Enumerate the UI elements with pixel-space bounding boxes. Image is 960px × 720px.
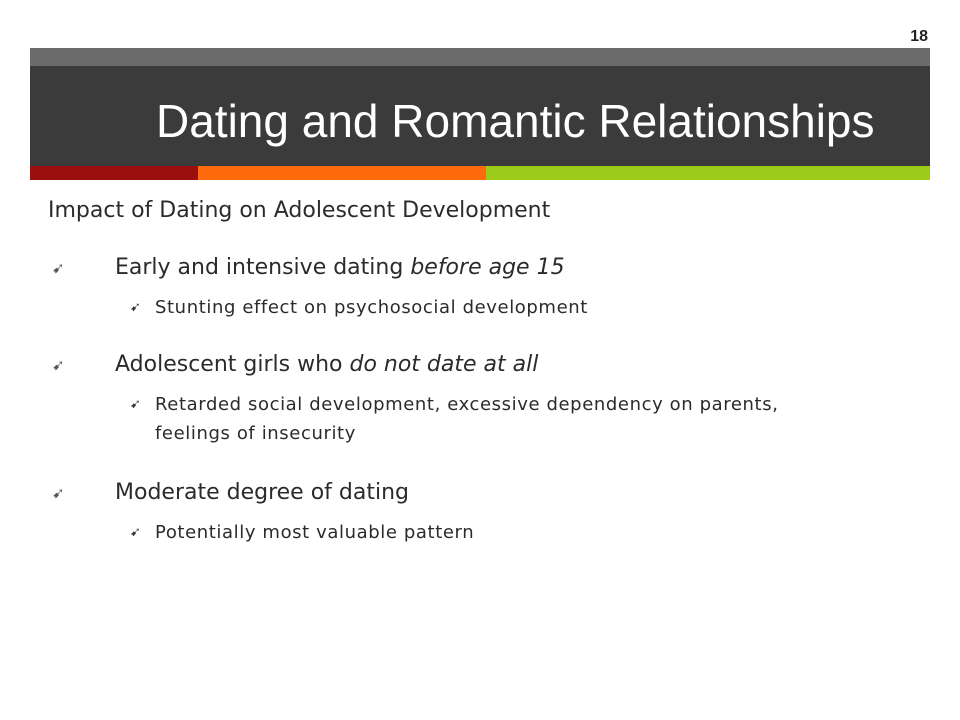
content-subtitle: Impact of Dating on Adolescent Development: [48, 198, 551, 223]
bullet-level1: [48, 253, 908, 283]
arrow-bullet-icon: ➹: [52, 484, 65, 502]
bullet-level2: [48, 390, 795, 448]
bullet-level1: [48, 478, 908, 508]
arrow-bullet-icon: ➹: [130, 300, 142, 315]
bullet-text: Early and intensive dating: [115, 255, 411, 280]
slide-title: Dating and Romantic Relationships: [156, 95, 875, 147]
arrow-bullet-icon: ➹: [130, 397, 142, 412]
arrow-bullet-icon: ➹: [130, 525, 142, 540]
title-top-strip: [30, 48, 930, 66]
bullet-text: Adolescent girls who: [115, 352, 350, 377]
subbullet-text: Retarded social development, excessive dependency on parents, feelings of insecurity: [155, 394, 779, 444]
bullet-text-emphasis: do not date at all: [349, 352, 539, 377]
slide-number: 18: [910, 28, 928, 45]
bullet-group: [48, 253, 908, 322]
accent-stripe-orange: [198, 166, 486, 180]
accent-stripe: [30, 166, 930, 180]
bullet-level2: [48, 293, 795, 322]
subbullet-text: Stunting effect on psychosocial development: [155, 297, 588, 318]
bullet-level1: [48, 350, 908, 380]
accent-stripe-green: [486, 166, 930, 180]
bullet-group: [48, 478, 908, 547]
bullet-text: Moderate degree of dating: [115, 480, 410, 505]
bullet-group: [48, 350, 908, 448]
arrow-bullet-icon: ➹: [52, 259, 65, 277]
bullet-text-emphasis: before age 15: [410, 255, 565, 280]
arrow-bullet-icon: ➹: [52, 356, 65, 374]
accent-stripe-red: [30, 166, 198, 180]
slide-content: [48, 198, 908, 575]
bullet-level2: [48, 518, 795, 547]
title-bar: [30, 66, 930, 166]
subbullet-text: Potentially most valuable pattern: [155, 522, 475, 543]
